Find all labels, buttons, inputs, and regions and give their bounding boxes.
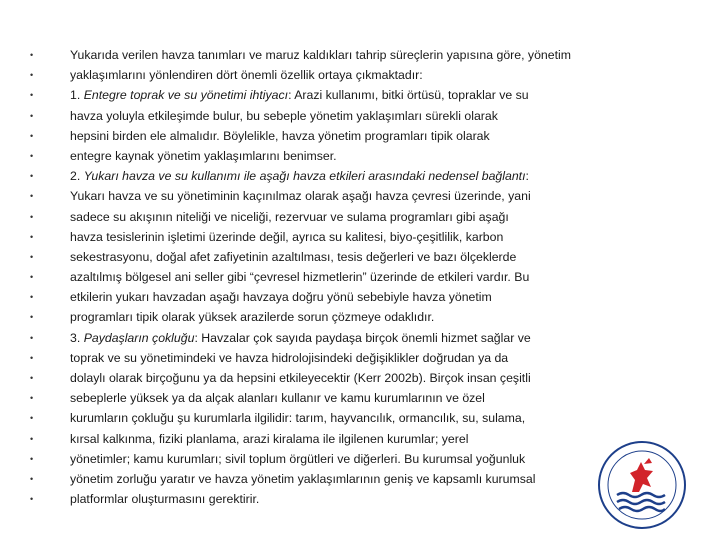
line-text-plain: Yukarıda verilen havza tanımları ve maruz kaldıkları tahrip süreçlerin yapısına göre, yönetim bbox=[70, 48, 571, 62]
text-line bbox=[30, 489, 630, 509]
line-text bbox=[70, 166, 529, 186]
text-line bbox=[30, 207, 630, 227]
line-text bbox=[70, 207, 509, 227]
text-line bbox=[30, 307, 630, 327]
line-text-plain: azaltılmış bölgesel ani seller gibi “çevresel hizmetlerin” üzerinde de etkileri vardır. Bu bbox=[70, 270, 530, 285]
text-line bbox=[30, 45, 630, 65]
line-text bbox=[70, 307, 434, 327]
bullet-icon: • bbox=[30, 130, 34, 141]
line-text bbox=[70, 408, 525, 428]
text-line bbox=[30, 227, 630, 247]
bullet-icon: • bbox=[30, 473, 34, 484]
university-seal-icon bbox=[597, 440, 687, 530]
line-text-italic: Entegre toprak ve su yönetimi ihtiyacı bbox=[83, 88, 289, 103]
line-text-plain: kurumların çokluğu şu kurumlarla ilgilidir: tarım, hayvancılık, ormancılık, su, sulama, bbox=[70, 411, 526, 426]
line-text-plain: 1. bbox=[70, 88, 84, 103]
bullet-icon: • bbox=[30, 413, 34, 424]
line-text-plain: havza yoluyla etkileşimde bulur, bu sebeple yönetim yaklaşımları sürekli olarak bbox=[70, 108, 498, 123]
bullet-icon: • bbox=[30, 50, 34, 60]
line-text bbox=[70, 85, 529, 105]
line-text-plain: platformlar oluşturmasını gerektirir. bbox=[70, 492, 260, 507]
text-line bbox=[30, 348, 630, 368]
line-text bbox=[70, 469, 535, 489]
line-text-plain: kırsal kalkınma, fiziki planlama, arazi kiralama ile ilgilenen kurumlar; yerel bbox=[70, 431, 469, 446]
line-text-plain: entegre kaynak yönetim yaklaşımlarını benimser. bbox=[70, 148, 337, 163]
text-line bbox=[30, 469, 630, 489]
line-text bbox=[70, 126, 490, 146]
line-text bbox=[70, 227, 503, 247]
line-text-plain: etkilerin yukarı havzadan aşağı havzaya doğru yönü sebebiyle havza yönetim bbox=[70, 290, 492, 305]
line-text-plain: yaklaşımlarını yönlendiren dört önemli özellik ortaya çıkmaktadır: bbox=[70, 68, 423, 83]
text-line bbox=[30, 408, 630, 428]
text-line bbox=[30, 328, 630, 348]
text-line bbox=[30, 85, 630, 105]
line-text bbox=[70, 388, 485, 408]
line-text bbox=[70, 489, 259, 509]
line-text bbox=[70, 65, 423, 85]
line-text-plain: : Arazi kullanımı, bitki örtüsü, topraklar ve su bbox=[288, 88, 529, 103]
line-text-plain: : bbox=[525, 169, 529, 184]
line-text-plain: toprak ve su yönetimindeki ve havza hidrolojisindeki değişiklikler doğrudan ya da bbox=[70, 350, 509, 365]
line-text-plain: 3. bbox=[70, 330, 84, 345]
line-text bbox=[70, 449, 525, 469]
line-text bbox=[70, 247, 516, 267]
line-text bbox=[70, 368, 531, 388]
text-line bbox=[30, 65, 630, 85]
bullet-icon: • bbox=[30, 191, 34, 202]
line-text bbox=[70, 146, 337, 166]
line-text-plain: dolaylı olarak birçoğunu ya da hepsini etkileyecektir (Kerr 2002b). Birçok insan çeşitli bbox=[70, 371, 531, 385]
line-text-plain: havza tesislerinin işletimi üzerinde değil, ayrıca su kalitesi, biyo-çeşitlilik, karbon bbox=[70, 229, 504, 244]
text-line bbox=[30, 388, 630, 408]
bullet-icon: • bbox=[30, 332, 34, 343]
text-line bbox=[30, 146, 630, 166]
line-text bbox=[70, 45, 571, 65]
line-text-plain: Yukarı havza ve su yönetiminin kaçınılmaz olarak aşağı havza çevresi üzerinde, yani bbox=[70, 189, 531, 204]
line-text bbox=[70, 429, 468, 449]
text-line bbox=[30, 166, 630, 186]
text-line bbox=[30, 449, 630, 469]
bullet-icon: • bbox=[30, 433, 34, 444]
bullet-icon: • bbox=[30, 211, 34, 222]
bullet-icon: • bbox=[30, 70, 34, 81]
line-text bbox=[70, 106, 498, 126]
line-text-italic: Yukarı havza ve su kullanımı ile aşağı havza etkileri arasındaki nedensel bağlantı bbox=[83, 169, 526, 184]
line-text-plain: hepsini birden ele almalıdır. Böylelikle, havza yönetim programları tipik olarak bbox=[70, 128, 490, 143]
line-text-italic: Paydaşların çokluğu bbox=[83, 330, 195, 345]
text-line bbox=[30, 126, 630, 146]
text-line bbox=[30, 429, 630, 449]
bullet-icon: • bbox=[30, 231, 34, 242]
bullet-icon: • bbox=[30, 150, 34, 161]
bullet-icon: • bbox=[30, 90, 34, 101]
text-line bbox=[30, 247, 630, 267]
line-text-plain: yönetimler; kamu kurumları; sivil toplum örgütleri ve diğerleri. Bu kurumsal yoğunluk bbox=[70, 451, 526, 466]
bullet-icon: • bbox=[30, 251, 34, 262]
text-line bbox=[30, 106, 630, 126]
bullet-icon: • bbox=[30, 453, 34, 464]
bullet-icon: • bbox=[30, 352, 34, 363]
line-text bbox=[70, 328, 531, 348]
bullet-icon: • bbox=[30, 494, 34, 505]
line-text-plain: programları tipik olarak yüksek arazilerde sorun çözmeye odaklıdır. bbox=[70, 310, 435, 325]
line-text-plain: sekestrasyonu, doğal afet zafiyetinin azaltılması, tesis değerleri ve bazı ölçeklerde bbox=[70, 249, 517, 264]
bullet-icon: • bbox=[30, 110, 34, 121]
text-block bbox=[30, 45, 630, 509]
bullet-icon: • bbox=[30, 393, 34, 404]
bullet-icon: • bbox=[30, 373, 34, 383]
text-line bbox=[30, 368, 630, 388]
bullet-icon: • bbox=[30, 171, 34, 182]
bullet-icon: • bbox=[30, 312, 34, 323]
line-text-plain: sebeplerle yüksek ya da alçak alanları kullanır ve kamu kurumlarının ve özel bbox=[70, 391, 485, 406]
bullet-icon: • bbox=[30, 292, 34, 303]
line-text bbox=[70, 287, 492, 307]
line-text-plain: 2. bbox=[70, 169, 84, 184]
text-line bbox=[30, 287, 630, 307]
line-text-plain: : Havzalar çok sayıda paydaşa birçok önemli hizmet sağlar ve bbox=[194, 330, 531, 345]
line-text-plain: yönetim zorluğu yaratır ve havza yönetim yaklaşımlarının geniş ve kapsamlı kurumsal bbox=[70, 471, 536, 486]
line-text bbox=[70, 348, 508, 368]
text-line bbox=[30, 186, 630, 206]
line-text-plain: sadece su akışının niteliği ve niceliği, rezervuar ve sulama programları gibi aşağı bbox=[70, 209, 509, 224]
text-line bbox=[30, 267, 630, 287]
line-text bbox=[70, 186, 531, 206]
bullet-icon: • bbox=[30, 272, 34, 283]
line-text bbox=[70, 267, 529, 287]
